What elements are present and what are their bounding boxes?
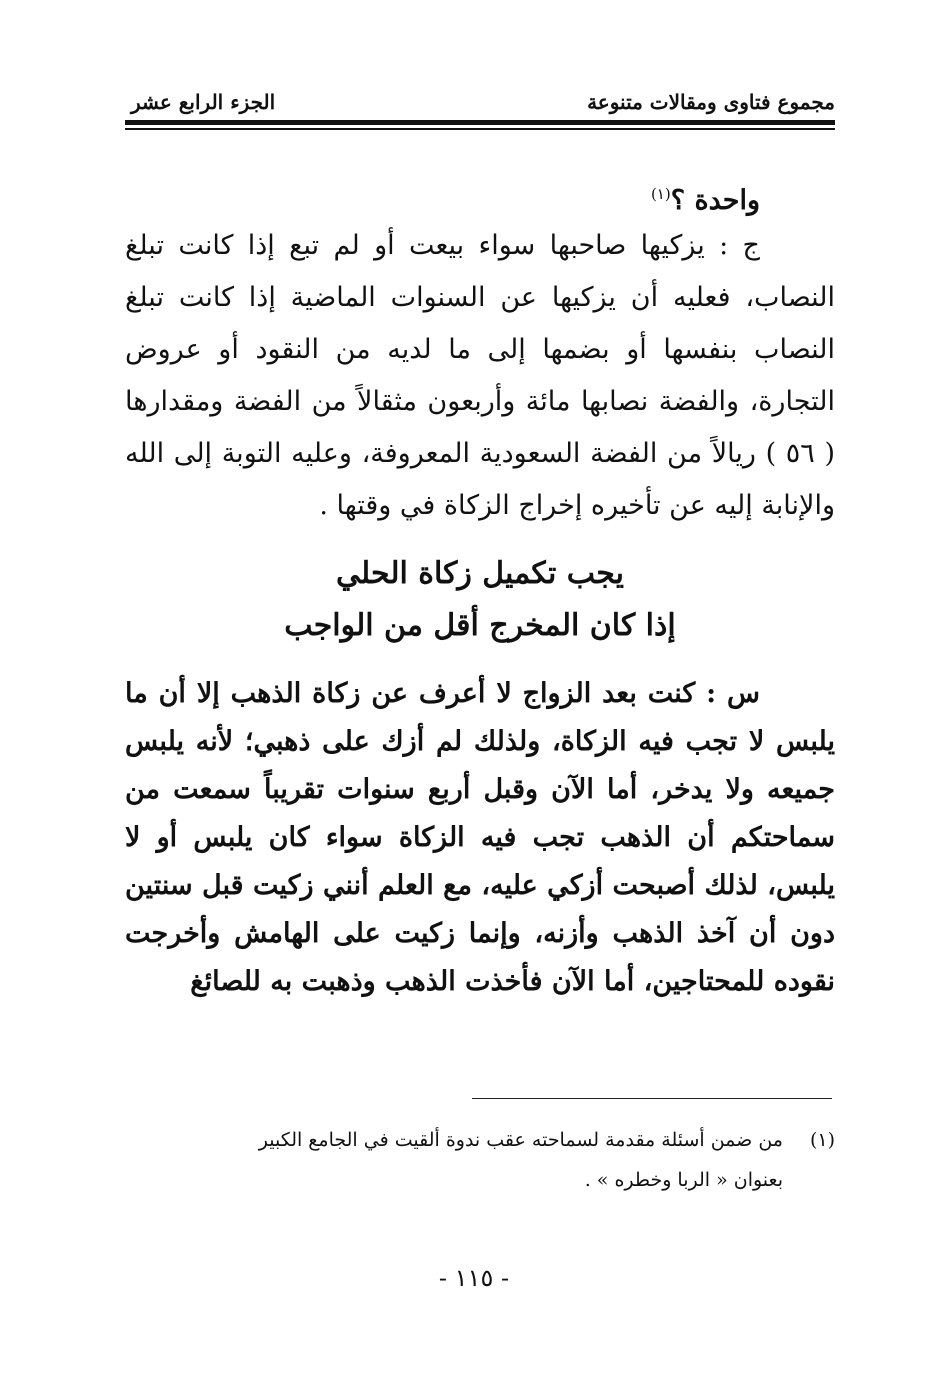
question-paragraph: س : كنت بعد الزواج لا أعرف عن زكاة الذهب إلا أن ما يلبس لا تجب فيه الزكاة، ولذلك لم أزك على ذهبي؛ لأنه يلبس جميعه ولا يدخر، أما الآن وقبل أربع سنوات تقريباً سمعت من سماحتكم أن الذهب تجب فيه الزكاة سواء كان يلبس أو لا يلبس، لذلك أصبحت أزكي عليه، مع العلم أنني زكيت قبل سنتين دون أن آخذ الذهب وأزنه، وإنما زكيت على الهامش وأخرجت نقوده للمحتاجين، أما الآن فأخذت الذهب وذهبت به للصائغ	[125, 678, 835, 997]
footnote-separator	[472, 1098, 832, 1099]
previous-question-text: واحدة ؟	[670, 185, 760, 216]
running-header	[125, 82, 835, 122]
footnote-reference: (١)	[650, 185, 671, 203]
volume-title: الجزء الرابع عشر	[131, 90, 276, 114]
header-rule-thick	[125, 120, 835, 125]
header-rule-thin	[125, 128, 835, 130]
book-title: مجموع فتاوى ومقالات متنوعة	[587, 90, 835, 114]
page-number: - ١١٥ -	[438, 1264, 510, 1292]
section-heading	[125, 548, 835, 652]
footnote-number: (١)	[809, 1129, 835, 1151]
section-heading-line-1: يجب تكميل زكاة الحلي	[336, 556, 624, 591]
previous-question-tail	[125, 168, 835, 220]
footnote-text-1: من ضمن أسئلة مقدمة لسماحته عقب ندوة ألقيت في الجامع الكبير	[258, 1129, 783, 1151]
section-heading-line-2: إذا كان المخرج أقل من الواجب	[284, 608, 676, 643]
footnote	[125, 1120, 835, 1200]
footnote-line-2: بعنوان « الربا وخطره » .	[584, 1169, 783, 1191]
answer-block	[125, 168, 835, 532]
answer-paragraph: ج : يزكيها صاحبها سواء بيعت أو لم تبع إذا كانت تبلغ النصاب، فعليه أن يزكيها عن السنوات الماضية إذا كانت تبلغ النصاب بنفسها أو بضمها إلى ما لديه من النقود أو عروض التجارة، والفضة نصابها مائة وأربعون مثقالاً من الفضة ومقدارها ( ٥٦ ) ريالاً من الفضة السعودية المعروفة، وعليه التوبة إلى الله والإنابة إليه عن تأخيره إخراج الزكاة في وقتها .	[125, 230, 835, 521]
footnote-line-1	[125, 1120, 835, 1160]
